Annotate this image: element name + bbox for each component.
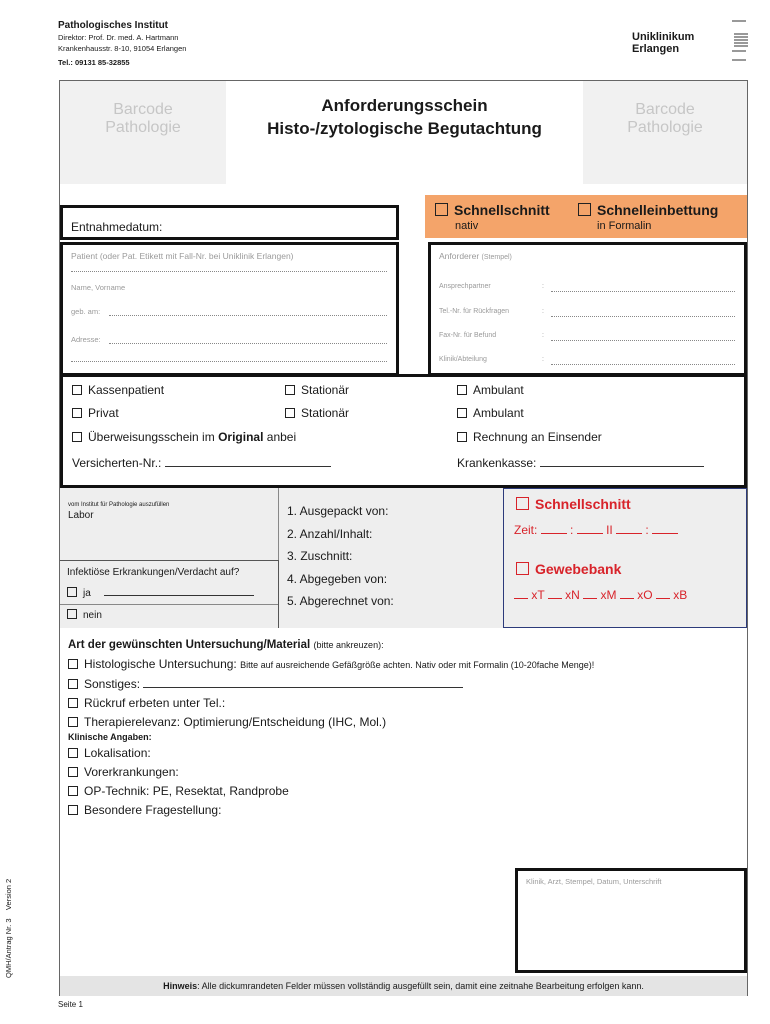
requester-field-line[interactable] (551, 316, 735, 317)
gewebe-code-xo: xO (637, 588, 653, 602)
patient-dob-line[interactable] (109, 315, 387, 316)
requester-field-sep: : (542, 356, 544, 363)
fragestellung-checkbox[interactable] (68, 805, 78, 815)
rechnung-label: Rechnung an Einsender (473, 430, 602, 444)
lab-urgent-box (503, 488, 747, 628)
barcode-right-text-2: Pathologie (627, 119, 703, 136)
letterhead (58, 20, 358, 67)
rueckruf-label: Rückruf erbeten unter Tel.: (84, 696, 226, 710)
stationaer-option-2[interactable] (285, 406, 349, 420)
histo-label: Histologische Untersuchung: (84, 657, 237, 671)
requester-field-line[interactable] (551, 364, 735, 365)
lokalisation-label: Lokalisation: (84, 746, 151, 760)
ueberweisung-label-post: anbei (266, 430, 297, 444)
barcode-left-text-2: Pathologie (105, 119, 181, 136)
infekt-ja-option[interactable] (67, 587, 254, 599)
zeit-line-3[interactable] (616, 533, 642, 534)
requester-header (439, 251, 512, 261)
stationaer-option-1[interactable] (285, 383, 349, 397)
infekt-nein-option[interactable] (67, 609, 102, 621)
gewebe-line[interactable] (548, 598, 562, 599)
gewebebank-label: Gewebebank (535, 561, 622, 577)
infekt-ja-line[interactable] (104, 595, 254, 596)
logo-lines-icon (730, 20, 750, 64)
vorerkrankungen-checkbox[interactable] (68, 767, 78, 777)
gewebe-code-xb: xB (673, 588, 688, 602)
ueberweisung-label-pre: Überweisungsschein im (88, 430, 215, 444)
requester-box (428, 242, 747, 376)
barcode-right-text-1: Barcode (635, 101, 695, 118)
clinical-item-op-technik[interactable] (68, 782, 568, 801)
clinical-item-vorerkrankungen[interactable] (68, 763, 568, 782)
lab-schnellschnitt-checkbox[interactable] (516, 497, 529, 510)
requester-field-label: Fax-Nr. für Befund (439, 332, 497, 339)
patient-address-line[interactable] (109, 343, 387, 344)
lab-step-1: 1. Ausgepackt von: (287, 504, 389, 518)
schnelleinbettung-sub: in Formalin (597, 220, 652, 232)
address-line: Krankenhausstr. 8-10, 91054 Erlangen (58, 44, 187, 53)
requester-field-label: Ansprechpartner (439, 283, 491, 290)
infekt-ja-label: ja (83, 588, 91, 599)
kassen-checkbox[interactable] (72, 385, 82, 395)
zeit-field[interactable] (514, 523, 678, 537)
exam-header (68, 635, 738, 655)
histo-checkbox[interactable] (68, 659, 78, 669)
lab-step-4: 4. Abgegeben von: (287, 571, 388, 586)
gewebe-line[interactable] (583, 598, 597, 599)
gewebe-codes (514, 588, 687, 602)
barcode-left-text-1: Barcode (113, 101, 173, 118)
footer-hint-text: : Alle dickumrandeten Felder müssen vollständig ausgefüllt sein, damit eine zeitnahe Bearbeitung erfolgen kann. (197, 981, 644, 991)
zeit-sep-1: : (570, 523, 574, 537)
insurance-box (60, 374, 747, 488)
entnahme-label: Entnahmedatum: (71, 220, 163, 234)
logo (632, 20, 750, 64)
stationaer-label-2: Stationär (301, 406, 350, 420)
director-line: Direktor: Prof. Dr. med. A. Hartmann (58, 33, 179, 42)
title-line-2: Histo-/zytologische Begutachtung (267, 119, 542, 138)
schnelleinbettung-option[interactable] (578, 202, 718, 220)
krankenkasse-line[interactable] (540, 466, 704, 467)
zeit-sep-2: II (606, 523, 613, 537)
logo-text-1: Uniklinikum (632, 31, 695, 43)
clinical-section (68, 730, 568, 820)
zeit-label: Zeit: (514, 523, 538, 537)
signature-label: Klinik, Arzt, Stempel, Datum, Unterschrift (526, 877, 662, 886)
barcode-left (60, 81, 226, 184)
footer-hint-bar (60, 976, 747, 996)
ambulant-option-1[interactable] (457, 383, 524, 397)
requester-field-label: Tel.-Nr. für Rückfragen (439, 308, 510, 315)
schnelleinbettung-checkbox[interactable] (578, 203, 591, 216)
gewebe-line[interactable] (620, 598, 634, 599)
clinical-item-fragestellung[interactable] (68, 801, 568, 820)
op-technik-checkbox[interactable] (68, 786, 78, 796)
requester-field-3[interactable] (439, 332, 739, 339)
rechnung-checkbox[interactable] (457, 432, 467, 442)
infekt-nein-checkbox[interactable] (67, 609, 77, 619)
exam-header-title: Art der gewünschten Untersuchung/Material (68, 639, 311, 651)
requester-field-line[interactable] (551, 340, 735, 341)
histo-note: Bitte auf ausreichende Gefäßgröße achten. Nativ oder mit Formalin (10-20fache Menge)! (240, 660, 595, 670)
zeit-line-2[interactable] (577, 533, 603, 534)
stationaer-label-1: Stationär (301, 383, 350, 397)
schnellschnitt-option[interactable] (435, 202, 550, 220)
krankenkasse-label: Krankenkasse: (457, 456, 537, 470)
fragestellung-label: Besondere Fragestellung: (84, 803, 222, 817)
privat-checkbox[interactable] (72, 408, 82, 418)
requester-header-sub: (Stempel) (481, 254, 512, 261)
op-technik-label: OP-Technik: PE, Resektat, Randprobe (84, 784, 289, 798)
patient-box (60, 242, 399, 376)
ambulant-label-2: Ambulant (473, 406, 524, 420)
logo-text-2: Erlangen (632, 43, 680, 55)
infekt-box (60, 560, 279, 628)
ueberweisung-label-bold: Original (218, 430, 264, 444)
sonstiges-line[interactable] (143, 687, 463, 688)
institute-name: Pathologisches Institut (58, 20, 169, 31)
patient-line-1[interactable] (71, 271, 387, 272)
form-title (226, 96, 583, 139)
zeit-line-1[interactable] (541, 533, 567, 534)
rueckruf-checkbox[interactable] (68, 698, 78, 708)
versicherten-field[interactable] (72, 456, 331, 470)
gewebe-code-xn: xN (565, 588, 580, 602)
requester-field-2[interactable] (439, 308, 739, 315)
urgent-box (425, 195, 747, 238)
ambulant-label-1: Ambulant (473, 383, 524, 397)
clinical-header: Klinische Angaben: (68, 732, 152, 742)
requester-field-1[interactable] (439, 283, 739, 290)
exam-section (68, 635, 738, 732)
lab-step-3: 3. Zuschnitt: (287, 549, 353, 563)
footer-hint-title: Hinweis (163, 981, 198, 991)
privat-label: Privat (88, 406, 119, 420)
barcode-right (583, 81, 747, 184)
requester-header-label: Anforderer (439, 251, 480, 261)
patient-header: Patient (oder Pat. Etikett mit Fall-Nr. bei Uniklinik Erlangen) (71, 251, 294, 261)
lab-label: Labor (68, 510, 94, 521)
lab-steps (287, 500, 394, 613)
kassen-label: Kassenpatient (88, 383, 165, 397)
patient-dob-label: geb. am: (71, 307, 101, 316)
signature-box[interactable] (515, 868, 747, 973)
lab-note: vom Institut für Pathologie auszufüllen (68, 502, 170, 508)
phone-line: Tel.: 09131 85-32855 (58, 58, 130, 67)
schnellschnitt-checkbox[interactable] (435, 203, 448, 216)
lab-step-2: 2. Anzahl/Inhalt: (287, 526, 373, 541)
therapie-checkbox[interactable] (68, 717, 78, 727)
ambulant-option-2[interactable] (457, 406, 524, 420)
lab-schnellschnitt-option[interactable] (516, 496, 631, 512)
page-number: Seite 1 (58, 1000, 83, 1009)
requester-field-4[interactable] (439, 356, 739, 363)
therapie-label: Therapierelevanz: Optimierung/Entscheidung (IHC, Mol.) (84, 715, 387, 729)
exam-header-note: (bitte ankreuzen): (313, 640, 384, 650)
versicherten-line[interactable] (165, 466, 331, 467)
patient-address-label: Adresse: (71, 335, 101, 344)
entnahme-field[interactable] (60, 205, 399, 240)
title-line-1: Anforderungsschein (321, 96, 488, 115)
infekt-separator (60, 604, 278, 605)
histo-option[interactable] (68, 655, 738, 675)
clinical-item-lokalisation[interactable] (68, 744, 568, 763)
gewebe-line[interactable] (514, 598, 528, 599)
requester-field-sep: : (542, 332, 544, 339)
sonstiges-label: Sonstiges: (84, 677, 141, 691)
ueberweisung-option[interactable] (72, 430, 296, 444)
stationaer-checkbox-2[interactable] (285, 408, 295, 418)
schnellschnitt-label: Schnellschnitt (454, 202, 550, 218)
gewebe-line[interactable] (656, 598, 670, 599)
krankenkasse-field[interactable] (457, 456, 704, 470)
schnelleinbettung-label: Schnelleinbettung (597, 202, 719, 218)
kassen-option[interactable] (72, 383, 164, 397)
schnellschnitt-sub: nativ (455, 220, 479, 232)
sonstiges-checkbox[interactable] (68, 679, 78, 689)
lokalisation-checkbox[interactable] (68, 748, 78, 758)
ueberweisung-checkbox[interactable] (72, 432, 82, 442)
privat-option[interactable] (72, 406, 119, 420)
gewebe-code-xt: xT (531, 588, 545, 602)
zeit-line-4[interactable] (652, 533, 678, 534)
infekt-question: Infektiöse Erkrankungen/Verdacht auf? (67, 567, 240, 578)
lab-step-5: 5. Abgerechnet von: (287, 594, 394, 608)
sonstiges-option[interactable] (68, 675, 738, 694)
gewebe-code-xm: xM (600, 588, 617, 602)
requester-field-sep: : (542, 308, 544, 315)
version-side-text: QMH/Antrag Nr. 3 Version 2 (4, 878, 13, 978)
rechnung-option[interactable] (457, 430, 602, 444)
infekt-nein-label: nein (83, 610, 102, 621)
patient-address-line-2[interactable] (71, 361, 387, 362)
gewebebank-checkbox[interactable] (516, 562, 529, 575)
requester-field-line[interactable] (551, 291, 735, 292)
patient-name-label: Name, Vorname (71, 283, 126, 292)
infekt-ja-checkbox[interactable] (67, 587, 77, 597)
zeit-sep-3: : (645, 523, 649, 537)
vorerkrankungen-label: Vorerkrankungen: (84, 765, 179, 779)
requester-field-sep: : (542, 283, 544, 290)
ambulant-checkbox-2[interactable] (457, 408, 467, 418)
requester-field-label: Klinik/Abteilung (439, 356, 487, 363)
gewebebank-option[interactable] (516, 561, 621, 577)
rueckruf-option[interactable] (68, 694, 738, 713)
versicherten-label: Versicherten-Nr.: (72, 456, 162, 470)
ambulant-checkbox-1[interactable] (457, 385, 467, 395)
stationaer-checkbox-1[interactable] (285, 385, 295, 395)
lab-schnellschnitt-label: Schnellschnitt (535, 496, 631, 512)
